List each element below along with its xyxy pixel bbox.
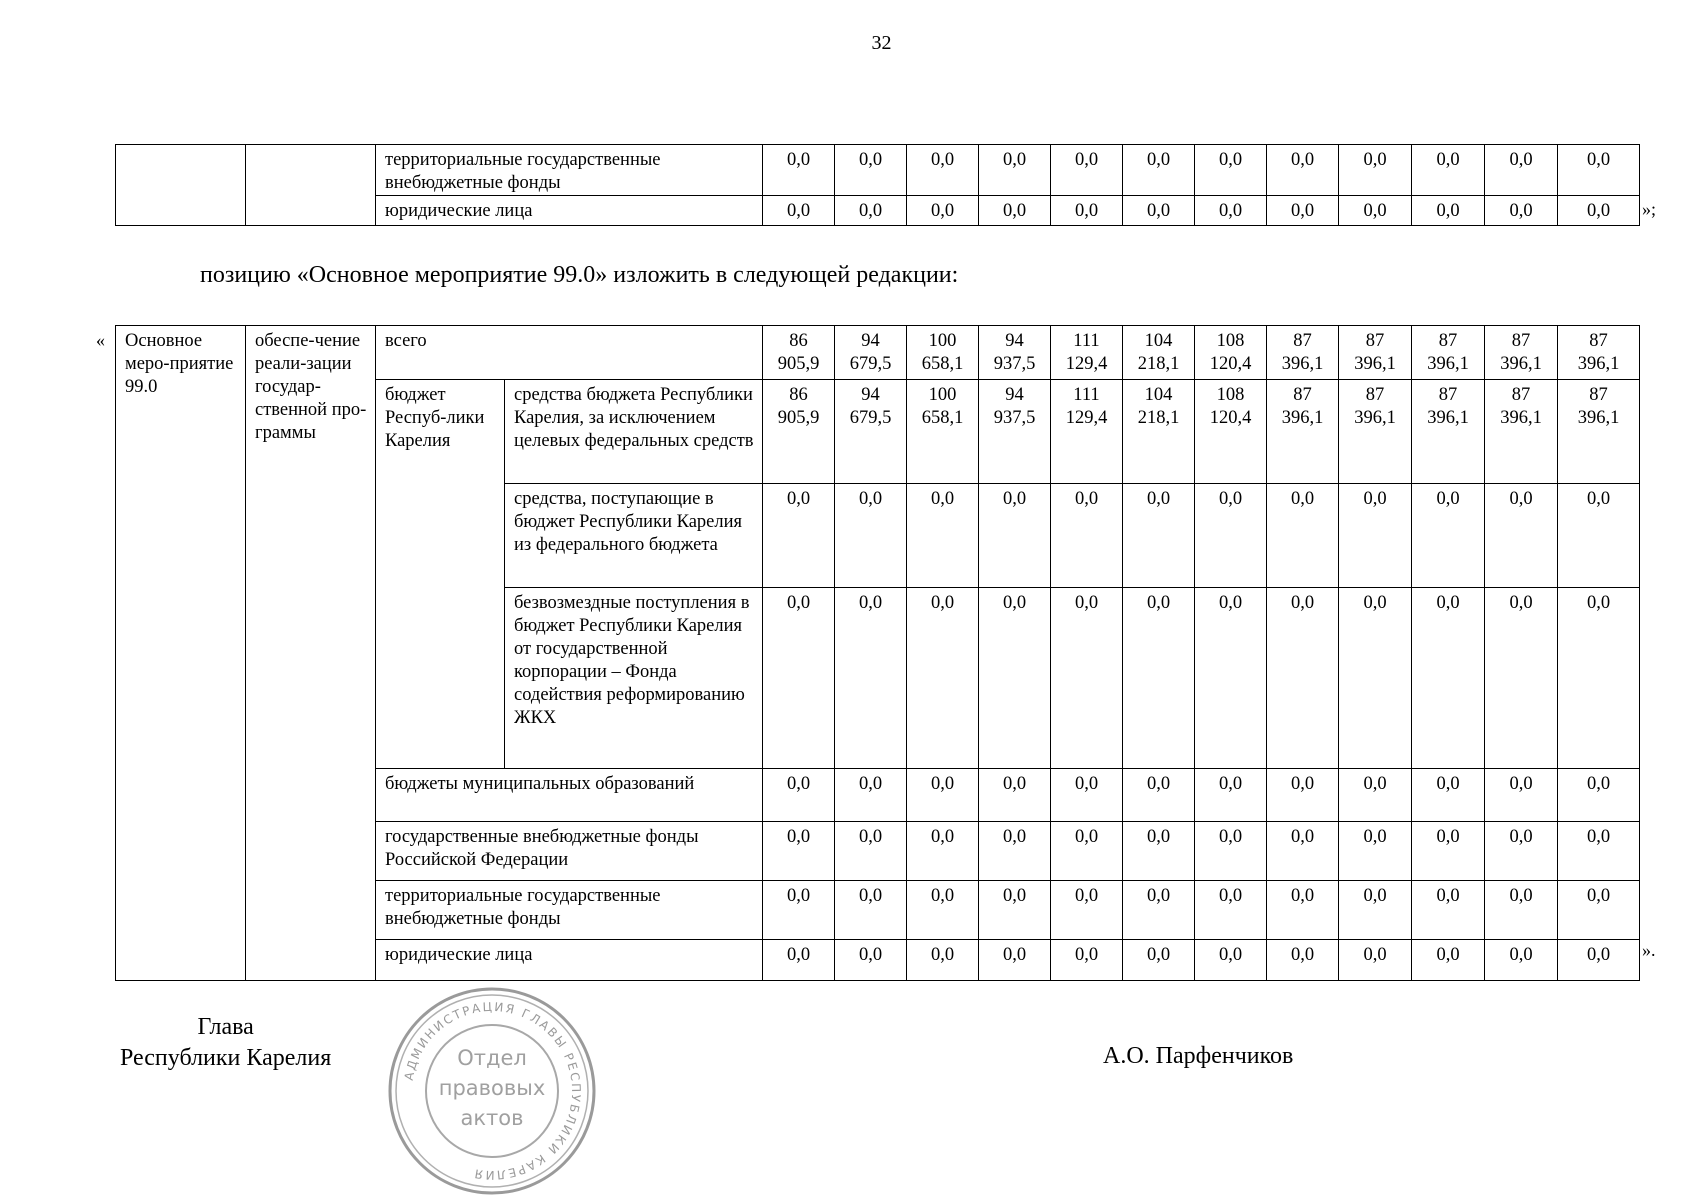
value-cell: 0,0 xyxy=(1339,881,1412,940)
value-cell: 0,0 xyxy=(1558,769,1640,822)
value-cell: 86 905,9 xyxy=(763,326,835,380)
row-label: территориальные государственные внебюджетные фонды xyxy=(376,881,763,940)
row-label: средства бюджета Республики Карелия, за исключением целевых федеральных средств xyxy=(505,380,763,484)
value-cell: 0,0 xyxy=(835,940,907,981)
value-cell: 0,0 xyxy=(907,588,979,769)
value-cell: 0,0 xyxy=(763,881,835,940)
value-cell: 0,0 xyxy=(1123,588,1195,769)
value-cell: 0,0 xyxy=(1558,822,1640,881)
value-cell: 0,0 xyxy=(1339,484,1412,588)
value-cell: 0,0 xyxy=(763,588,835,769)
signature-title xyxy=(120,1012,331,1074)
page-number: 32 xyxy=(871,32,892,54)
empty-cell xyxy=(246,145,376,226)
total-label: всего xyxy=(376,326,763,380)
opening-quote: « xyxy=(96,330,105,350)
value-cell: 87 396,1 xyxy=(1485,380,1558,484)
value-cell: 0,0 xyxy=(979,881,1051,940)
value-cell: 0,0 xyxy=(1485,940,1558,981)
value-cell: 0,0 xyxy=(1267,940,1339,981)
value-cell: 0,0 xyxy=(1412,145,1485,196)
row-label: бюджеты муниципальных образований xyxy=(376,769,763,822)
svg-text:АДМИНИСТРАЦИЯ ГЛАВЫ РЕСПУБЛИКИ: АДМИНИСТРАЦИЯ ГЛАВЫ РЕСПУБЛИКИ КАРЕЛИЯ xyxy=(401,999,584,1183)
main-table xyxy=(115,325,1640,981)
value-cell: 0,0 xyxy=(763,769,835,822)
value-cell: 0,0 xyxy=(1195,145,1267,196)
row-label: юридические лица xyxy=(376,196,763,226)
value-cell: 0,0 xyxy=(907,145,979,196)
value-cell: 0,0 xyxy=(1339,822,1412,881)
value-cell: 0,0 xyxy=(835,196,907,226)
value-cell: 0,0 xyxy=(763,145,835,196)
value-cell: 94 937,5 xyxy=(979,326,1051,380)
value-cell: 0,0 xyxy=(1123,940,1195,981)
value-cell: 0,0 xyxy=(835,484,907,588)
value-cell: 0,0 xyxy=(979,822,1051,881)
value-cell: 0,0 xyxy=(907,940,979,981)
value-cell: 0,0 xyxy=(1051,769,1123,822)
value-cell: 0,0 xyxy=(1339,145,1412,196)
value-cell: 0,0 xyxy=(1267,881,1339,940)
value-cell: 0,0 xyxy=(1339,196,1412,226)
value-cell: 0,0 xyxy=(1412,588,1485,769)
value-cell: 0,0 xyxy=(1123,484,1195,588)
value-cell: 0,0 xyxy=(1123,769,1195,822)
row-label: безвозмездные поступления в бюджет Республики Карелия от государственной корпорации – Фонда содействия реформированию ЖКХ xyxy=(505,588,763,769)
value-cell: 0,0 xyxy=(1558,588,1640,769)
table-row xyxy=(116,145,1640,196)
value-cell: 108 120,4 xyxy=(1195,326,1267,380)
value-cell: 0,0 xyxy=(1558,196,1640,226)
value-cell: 0,0 xyxy=(1412,769,1485,822)
value-cell: 0,0 xyxy=(1051,940,1123,981)
value-cell: 0,0 xyxy=(1123,196,1195,226)
value-cell: 0,0 xyxy=(1051,196,1123,226)
value-cell: 0,0 xyxy=(763,484,835,588)
value-cell: 0,0 xyxy=(1267,196,1339,226)
value-cell: 0,0 xyxy=(1051,822,1123,881)
value-cell: 111 129,4 xyxy=(1051,326,1123,380)
value-cell: 94 937,5 xyxy=(979,380,1051,484)
value-cell: 0,0 xyxy=(1195,881,1267,940)
signatory-name: А.О. Парфенчиков xyxy=(1103,1043,1294,1069)
value-cell: 0,0 xyxy=(1123,881,1195,940)
value-cell: 0,0 xyxy=(1195,196,1267,226)
value-cell: 0,0 xyxy=(979,940,1051,981)
value-cell: 108 120,4 xyxy=(1195,380,1267,484)
value-cell: 0,0 xyxy=(1051,588,1123,769)
value-cell: 0,0 xyxy=(1267,769,1339,822)
table-row-total xyxy=(116,326,1640,380)
value-cell: 0,0 xyxy=(907,196,979,226)
value-cell: 0,0 xyxy=(1195,769,1267,822)
value-cell: 0,0 xyxy=(1558,881,1640,940)
value-cell: 0,0 xyxy=(1051,484,1123,588)
stamp-line3: актов xyxy=(460,1106,524,1130)
value-cell: 0,0 xyxy=(907,769,979,822)
value-cell: 87 396,1 xyxy=(1339,326,1412,380)
value-cell: 100 658,1 xyxy=(907,380,979,484)
continuation-table xyxy=(115,144,1640,226)
value-cell: 0,0 xyxy=(763,940,835,981)
value-cell: 0,0 xyxy=(835,588,907,769)
value-cell: 94 679,5 xyxy=(835,326,907,380)
row-label: территориальные государственные внебюджетные фонды xyxy=(376,145,763,196)
value-cell: 0,0 xyxy=(1485,588,1558,769)
value-cell: 0,0 xyxy=(1339,588,1412,769)
value-cell: 0,0 xyxy=(1485,881,1558,940)
stamp-line2: правовых xyxy=(438,1076,546,1100)
instruction-text: позицию «Основное мероприятие 99.0» изложить в следующей редакции: xyxy=(200,262,959,288)
value-cell: 0,0 xyxy=(1195,484,1267,588)
value-cell: 0,0 xyxy=(1195,940,1267,981)
value-cell: 0,0 xyxy=(1267,822,1339,881)
value-cell: 0,0 xyxy=(1267,588,1339,769)
value-cell: 0,0 xyxy=(1051,881,1123,940)
value-cell: 0,0 xyxy=(907,484,979,588)
value-cell: 87 396,1 xyxy=(1558,380,1640,484)
row-label: государственные внебюджетные фонды Российской Федерации xyxy=(376,822,763,881)
value-cell: 0,0 xyxy=(907,822,979,881)
value-cell: 0,0 xyxy=(1412,484,1485,588)
value-cell: 0,0 xyxy=(1412,940,1485,981)
empty-cell xyxy=(116,145,246,226)
value-cell: 0,0 xyxy=(1267,145,1339,196)
budget-group-label: бюджет Респуб-лики Карелия xyxy=(376,380,505,769)
value-cell: 0,0 xyxy=(1412,822,1485,881)
value-cell: 0,0 xyxy=(1558,940,1640,981)
value-cell: 0,0 xyxy=(979,484,1051,588)
value-cell: 0,0 xyxy=(1195,588,1267,769)
value-cell: 0,0 xyxy=(1558,145,1640,196)
value-cell: 87 396,1 xyxy=(1558,326,1640,380)
value-cell: 0,0 xyxy=(763,822,835,881)
value-cell: 0,0 xyxy=(835,769,907,822)
value-cell: 0,0 xyxy=(979,145,1051,196)
value-cell: 100 658,1 xyxy=(907,326,979,380)
value-cell: 0,0 xyxy=(1558,484,1640,588)
value-cell: 86 905,9 xyxy=(763,380,835,484)
stamp-line1: Отдел xyxy=(457,1046,527,1070)
value-cell: 87 396,1 xyxy=(1267,380,1339,484)
value-cell: 0,0 xyxy=(1412,196,1485,226)
value-cell: 0,0 xyxy=(835,145,907,196)
value-cell: 0,0 xyxy=(1485,769,1558,822)
value-cell: 0,0 xyxy=(1123,145,1195,196)
value-cell: 87 396,1 xyxy=(1339,380,1412,484)
closing-quote-2: ». xyxy=(1642,940,1656,960)
signature-title-line2: Республики Карелия xyxy=(120,1045,332,1071)
value-cell: 0,0 xyxy=(1412,881,1485,940)
value-cell: 0,0 xyxy=(979,196,1051,226)
activity-name: Основное меро-приятие 99.0 xyxy=(116,326,246,981)
value-cell: 0,0 xyxy=(835,881,907,940)
row-label: средства, поступающие в бюджет Республики Карелия из федерального бюджета xyxy=(505,484,763,588)
value-cell: 0,0 xyxy=(763,196,835,226)
value-cell: 94 679,5 xyxy=(835,380,907,484)
closing-quote-1: »; xyxy=(1642,199,1657,219)
value-cell: 87 396,1 xyxy=(1485,326,1558,380)
value-cell: 0,0 xyxy=(1339,769,1412,822)
stamp-seal xyxy=(386,985,598,1197)
value-cell: 87 396,1 xyxy=(1412,380,1485,484)
value-cell: 0,0 xyxy=(1195,822,1267,881)
value-cell: 87 396,1 xyxy=(1412,326,1485,380)
activity-purpose: обеспе-чение реали-зации государ-ственной про-граммы xyxy=(246,326,376,981)
signature-title-line1: Глава xyxy=(197,1014,254,1040)
value-cell: 104 218,1 xyxy=(1123,380,1195,484)
value-cell: 0,0 xyxy=(835,822,907,881)
value-cell: 0,0 xyxy=(1267,484,1339,588)
value-cell: 0,0 xyxy=(1339,940,1412,981)
value-cell: 0,0 xyxy=(1123,822,1195,881)
value-cell: 0,0 xyxy=(979,769,1051,822)
value-cell: 87 396,1 xyxy=(1267,326,1339,380)
value-cell: 0,0 xyxy=(1485,196,1558,226)
value-cell: 104 218,1 xyxy=(1123,326,1195,380)
value-cell: 0,0 xyxy=(979,588,1051,769)
value-cell: 0,0 xyxy=(1485,145,1558,196)
row-label: юридические лица xyxy=(376,940,763,981)
value-cell: 0,0 xyxy=(907,881,979,940)
value-cell: 0,0 xyxy=(1485,484,1558,588)
value-cell: 0,0 xyxy=(1051,145,1123,196)
value-cell: 0,0 xyxy=(1485,822,1558,881)
value-cell: 111 129,4 xyxy=(1051,380,1123,484)
